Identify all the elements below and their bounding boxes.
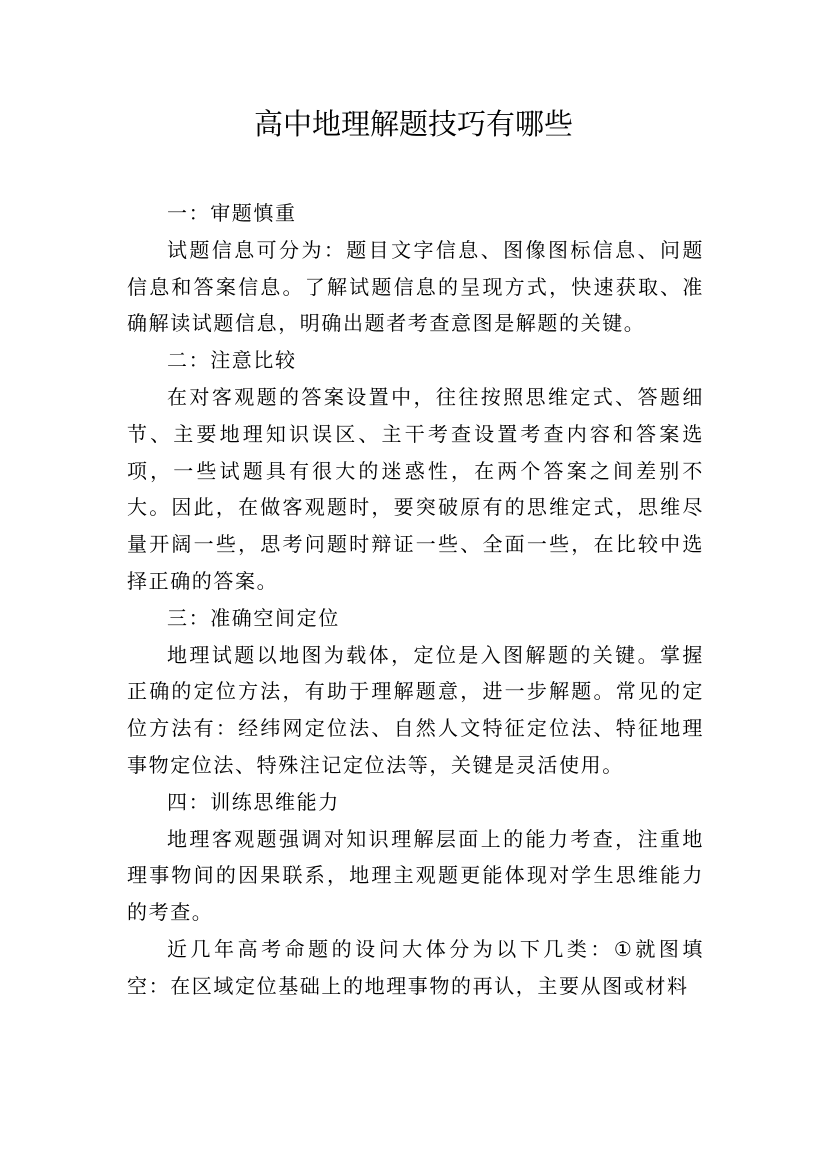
section-paragraph-3: 地理试题以地图为载体，定位是入图解题的关键。掌握正确的定位方法，有助于理解题意，进一步解题。常见的定位方法有：经纬网定位法、自然人文特征定位法、特征地理事物定位法、特殊注记定位法等，关键是灵活使用。 [127,642,704,777]
section-paragraph-4a: 地理客观题强调对知识理解层面上的能力考查，注重地理事物间的因果联系，地理主观题更能体现对学生思维能力的考查。 [127,826,704,925]
section-paragraph-4b: 近几年高考命题的设问大体分为以下几类：①就图填空：在区域定位基础上的地理事物的再认，主要从图或材料 [127,936,704,998]
section-heading-1: 一：审题慎重 [167,201,297,225]
section-heading-2: 二：注意比较 [167,348,297,373]
section-paragraph-1: 试题信息可分为：题目文字信息、图像图标信息、问题信息和答案信息。了解试题信息的呈现方式，快速获取、准确解读试题信息，明确出题者考查意图是解题的关键。 [127,237,704,336]
document-title: 高中地理解题技巧有哪些 [253,107,573,141]
document-body [127,195,704,1005]
section-heading-4: 四：训练思维能力 [167,789,340,814]
section-heading-3: 三：准确空间定位 [167,605,340,630]
section-paragraph-2: 在对客观题的答案设置中，往往按照思维定式、答题细节、主要地理知识误区、主干考查设置考查内容和答案选项，一些试题具有很大的迷惑性，在两个答案之间差别不大。因此，在做客观题时，要突破原有的思维定式，思维尽量开阔一些，思考问题时辩证一些、全面一些，在比较中选择正确的答案。 [127,384,704,593]
